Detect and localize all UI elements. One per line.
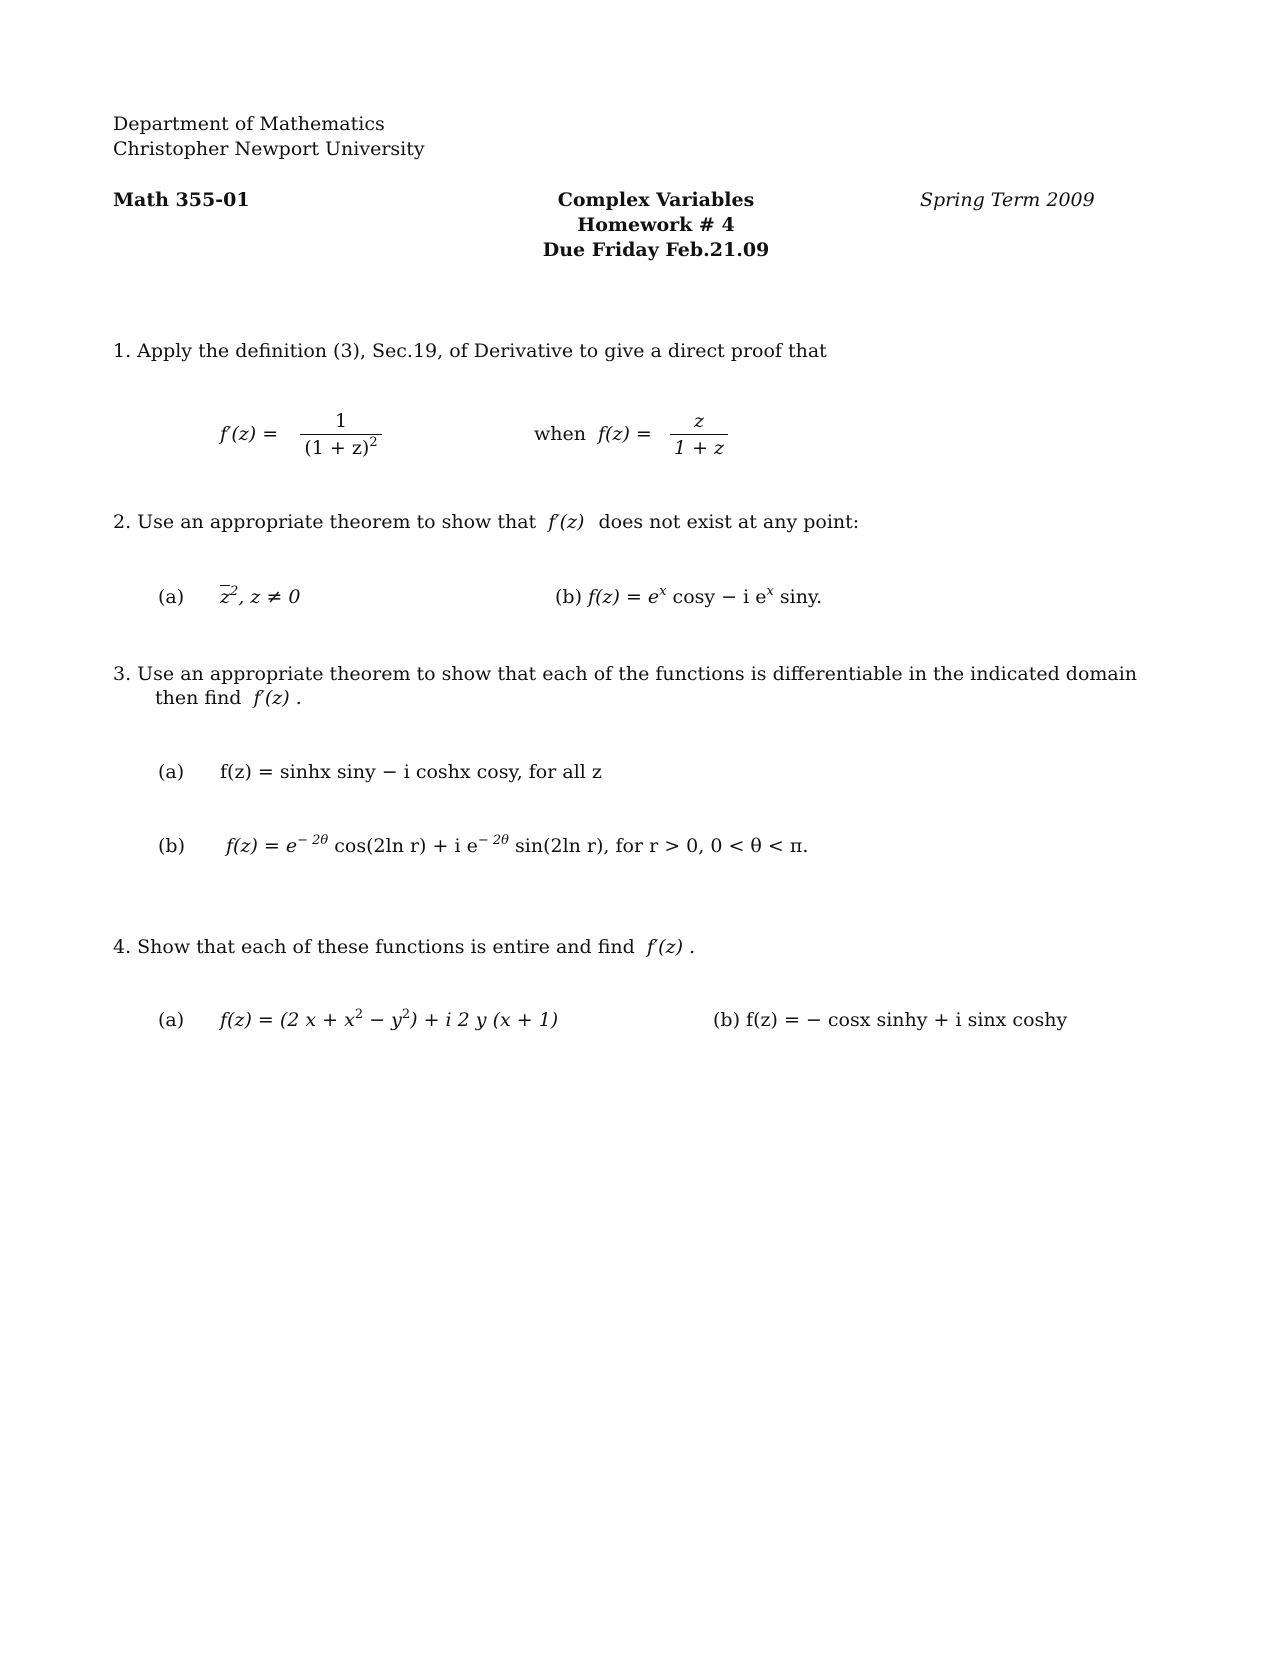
university-name: Christopher Newport University (113, 138, 425, 160)
problem-2a-expression (220, 585, 300, 609)
problem-4-text (113, 935, 695, 959)
problem-2-text-b: does not exist at any point: (598, 511, 860, 533)
problem-1-lhs-den-exponent: 2 (369, 435, 378, 450)
problem-1-when: when (534, 423, 586, 445)
problem-2a-conj: $\overline{z}$ (220, 586, 231, 608)
problem-1-rhs-numerator: z (693, 410, 704, 432)
problem-1-lhs: f′(z) = (220, 423, 279, 445)
problem-3-line-1: 3. Use an appropriate theorem to show that each of the functions is differentiable in the indicated domain (113, 663, 1138, 685)
problem-1-lhs-numerator: 1 (334, 410, 348, 432)
problem-1-rhs-fraction (670, 410, 728, 459)
problem-1-lhs-fraction (300, 410, 382, 459)
problem-2-text-a: 2. Use an appropriate theorem to show that (113, 511, 537, 533)
problem-4a-exp1: 2 (354, 1007, 364, 1022)
problem-3b-end: sin(2ln r), for r > 0, 0 < θ < π. (508, 835, 809, 857)
problem-3b-mid: cos(2ln r) + i e (328, 835, 478, 857)
course-number: Math 355-01 (113, 189, 250, 211)
problem-2b-mid: cosy − i e (666, 586, 767, 608)
problem-4a-expression (220, 1008, 558, 1032)
problem-3b-label: (b) (158, 835, 185, 857)
problem-4-fprime: f′(z) . (646, 936, 696, 958)
problem-3b-expression (226, 834, 808, 858)
problem-2a-exp: 2 (230, 584, 239, 599)
problem-2b-end: siny. (773, 586, 823, 608)
problem-4a-f: f(z) = (2 x + x (220, 1009, 355, 1031)
course-title: Complex Variables (557, 189, 755, 211)
problem-1-text: 1. Apply the definition (3), Sec.19, of Derivative to give a direct proof that (113, 340, 827, 362)
problem-1-lhs-denominator (300, 437, 382, 459)
problem-2b-f: f(z) = e (588, 586, 660, 608)
problem-3a-expression: f(z) = sinhx siny − i coshx cosy, for all z (220, 761, 602, 783)
due-date: Due Friday Feb.21.09 (542, 239, 770, 261)
problem-4b-expr: f(z) = − cosx sinhy + i sinx coshy (746, 1009, 1068, 1031)
problem-2a-label: (a) (158, 586, 185, 608)
problem-4a-exp2: 2 (401, 1007, 411, 1022)
problem-1-lhs-den-base: (1 + z) (304, 437, 370, 459)
problem-2b-exp1: x (659, 584, 667, 599)
problem-2a-rest: , z ≠ 0 (238, 586, 301, 608)
problem-4-text-a: 4. Show that each of these functions is entire and find (113, 936, 635, 958)
problem-3-line-2 (155, 686, 302, 710)
problem-2-text (113, 510, 859, 534)
problem-4b-expression (713, 1008, 1067, 1032)
problem-2b-expression (555, 585, 822, 609)
homework-number: Homework # 4 (577, 214, 735, 236)
problem-1-rhs-denominator: 1 + z (673, 437, 725, 459)
problem-3b-exp2: − 2θ (477, 833, 509, 848)
problem-3-fprime: f′(z) . (253, 687, 302, 709)
fraction-bar (670, 434, 728, 435)
problem-2-fprime: f′(z) (548, 511, 585, 533)
problem-3a-label: (a) (158, 761, 185, 783)
problem-4a-label: (a) (158, 1009, 185, 1031)
problem-4a-end: ) + i 2 y (x + 1) (410, 1009, 559, 1031)
department-name: Department of Mathematics (113, 113, 385, 135)
problem-2b-exp2: x (766, 584, 774, 599)
problem-1-rhs: f(z) = (598, 423, 652, 445)
problem-4a-mid: − y (363, 1009, 402, 1031)
problem-2b-label: (b) (555, 586, 582, 608)
term: Spring Term 2009 (920, 189, 1095, 211)
problem-3b-f: f(z) = e (226, 835, 298, 857)
problem-4b-label: (b) (713, 1009, 740, 1031)
problem-3-line-2-a: then find (155, 687, 242, 709)
problem-3b-exp1: − 2θ (297, 833, 329, 848)
